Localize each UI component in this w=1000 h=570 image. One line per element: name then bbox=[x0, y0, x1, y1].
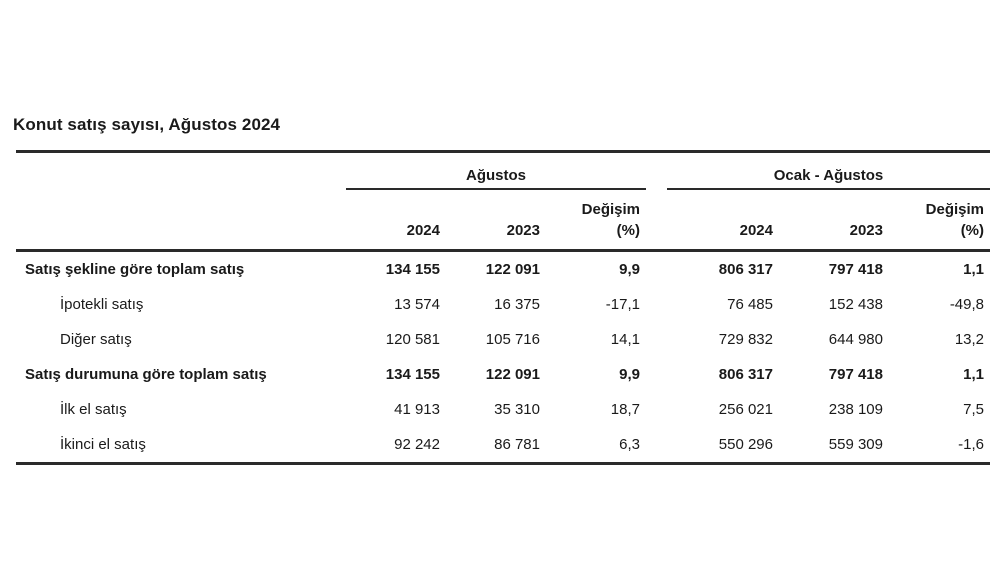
cell-janaug-2024: 806 317 bbox=[718, 366, 773, 383]
row-label: İpotekli satış bbox=[60, 296, 144, 313]
housing-sales-table bbox=[16, 150, 990, 465]
table-row-mortgaged-sales bbox=[16, 287, 990, 322]
cell-gap bbox=[646, 251, 667, 288]
cell-janaug-change: -1,6 bbox=[889, 427, 990, 464]
cell-janaug-change: 13,2 bbox=[954, 331, 985, 348]
cell-janaug-change: 1,1 bbox=[963, 261, 985, 278]
cell-aug-2024: 13 574 bbox=[394, 296, 440, 313]
cell-aug-2023: 105 716 bbox=[485, 331, 540, 348]
cell-janaug-2024: 256 021 bbox=[718, 401, 773, 418]
page-title: Konut satış sayısı, Ağustos 2024 bbox=[13, 115, 281, 134]
cell-aug-2023: 16 375 bbox=[494, 296, 540, 313]
cell-janaug-change: -49,8 bbox=[949, 296, 985, 313]
cell-aug-change: 9,9 bbox=[619, 366, 640, 383]
change-label-line2: (%) bbox=[960, 222, 985, 240]
column-subheader-row bbox=[16, 189, 990, 251]
subheader-spacer bbox=[16, 189, 346, 251]
table-row-total-by-sale-type bbox=[16, 251, 990, 288]
cell-aug-2024: 41 913 bbox=[394, 401, 440, 418]
cell-janaug-2024: 76 485 bbox=[727, 296, 773, 313]
table-row-second-hand-sales bbox=[16, 427, 990, 464]
cell-janaug-change: 7,5 bbox=[963, 401, 985, 418]
cell-janaug-2023: 797 418 bbox=[828, 366, 883, 383]
cell-aug-change: -17,1 bbox=[605, 296, 640, 313]
cell-aug-2024: 120 581 bbox=[385, 331, 440, 348]
row-label: Satış durumuna göre toplam satış bbox=[25, 366, 267, 383]
group-gap-spacer bbox=[646, 152, 667, 190]
col-header-janaug-2023: 2023 bbox=[779, 189, 889, 251]
cell-janaug-2023: 797 418 bbox=[828, 261, 883, 278]
cell-gap bbox=[646, 357, 667, 392]
cell-janaug-2023: 152 438 bbox=[828, 296, 883, 313]
col-header-aug-2024: 2024 bbox=[346, 189, 446, 251]
row-label: Satış şekline göre toplam satış bbox=[25, 261, 245, 278]
table-row-total-by-sale-status bbox=[16, 357, 990, 392]
cell-aug-change: 18,7 bbox=[610, 401, 640, 418]
cell-aug-2024: 92 242 bbox=[346, 427, 446, 464]
table-row-other-sales bbox=[16, 322, 990, 357]
cell-aug-change: 6,3 bbox=[546, 427, 646, 464]
cell-janaug-2024: 729 832 bbox=[718, 331, 773, 348]
cell-aug-change: 14,1 bbox=[610, 331, 640, 348]
cell-gap bbox=[646, 392, 667, 427]
group-header-august: Ağustos bbox=[346, 152, 646, 190]
cell-janaug-2024: 806 317 bbox=[718, 261, 773, 278]
change-label-line2: (%) bbox=[616, 222, 640, 240]
cell-janaug-2023: 238 109 bbox=[828, 401, 883, 418]
col-header-janaug-change bbox=[889, 189, 990, 251]
row-label: İlk el satış bbox=[60, 401, 127, 418]
cell-aug-change: 9,9 bbox=[619, 261, 640, 278]
cell-aug-2024: 134 155 bbox=[385, 366, 440, 383]
cell-janaug-2023: 644 980 bbox=[828, 331, 883, 348]
change-label-line1: Değişim bbox=[925, 200, 985, 218]
cell-janaug-change: 1,1 bbox=[963, 366, 985, 383]
row-label-header-spacer bbox=[16, 152, 346, 190]
column-group-header-row bbox=[16, 152, 990, 190]
row-label: İkinci el satış bbox=[16, 427, 346, 464]
cell-gap bbox=[646, 427, 667, 464]
table-row-first-hand-sales bbox=[16, 392, 990, 427]
col-header-aug-2023: 2023 bbox=[446, 189, 546, 251]
cell-gap bbox=[646, 322, 667, 357]
cell-aug-2023: 122 091 bbox=[485, 261, 540, 278]
row-label: Diğer satış bbox=[60, 331, 132, 348]
cell-aug-2023: 86 781 bbox=[446, 427, 546, 464]
cell-aug-2023: 35 310 bbox=[494, 401, 540, 418]
cell-aug-2023: 122 091 bbox=[485, 366, 540, 383]
group-header-january-august: Ocak - Ağustos bbox=[667, 152, 990, 190]
cell-janaug-2024: 550 296 bbox=[667, 427, 779, 464]
cell-gap bbox=[646, 287, 667, 322]
col-header-janaug-2024: 2024 bbox=[667, 189, 779, 251]
col-header-aug-change bbox=[546, 189, 646, 251]
cell-aug-2024: 134 155 bbox=[385, 261, 440, 278]
cell-janaug-2023: 559 309 bbox=[779, 427, 889, 464]
subheader-gap-spacer bbox=[646, 189, 667, 251]
change-label-line1: Değişim bbox=[581, 200, 640, 218]
